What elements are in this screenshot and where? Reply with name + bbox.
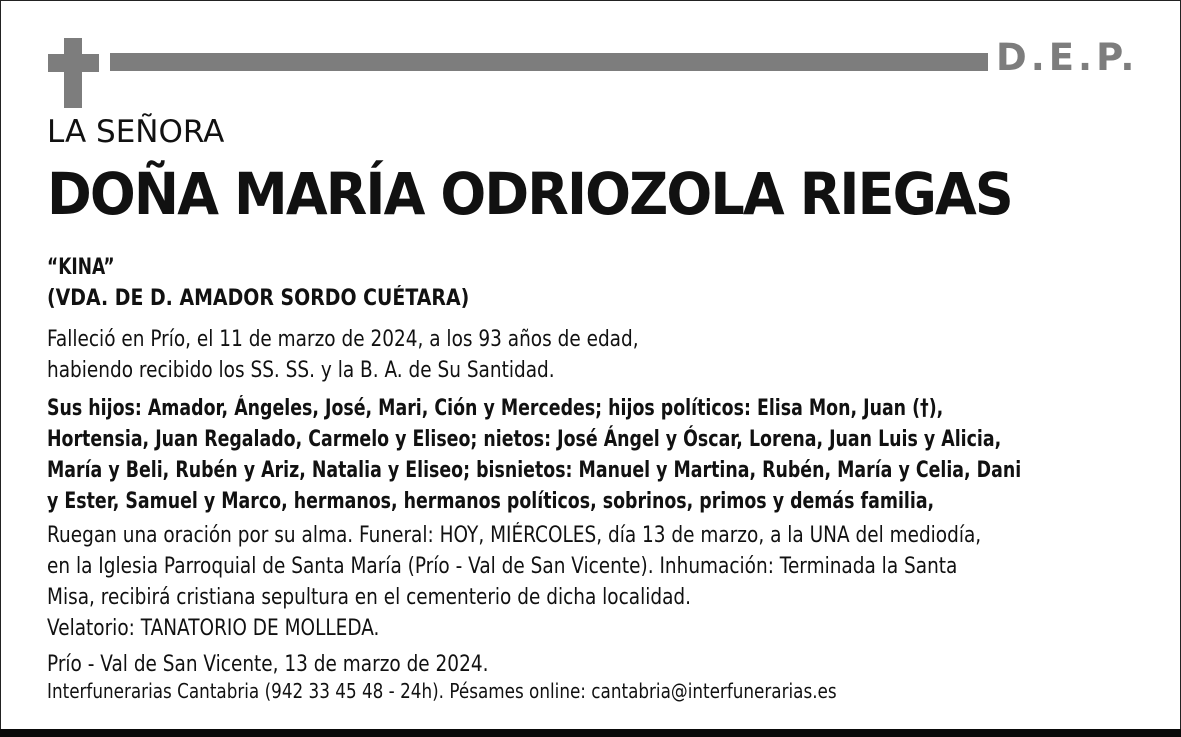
- cross-icon: [64, 38, 82, 108]
- death-line: habiendo recibido los SS. SS. y la B. A. de Su Santidad.: [47, 358, 555, 383]
- funeral-line: en la Iglesia Parroquial de Santa María (Prío - Val de San Vicente). Inhumación: Terminada la Santa: [47, 554, 958, 579]
- funeral-home-contact: Interfunerarias Cantabria (942 33 45 48 - 24h). Pésames online: cantabria@interfunerarias.es: [47, 679, 837, 703]
- heading: LA SEÑORA: [47, 114, 225, 150]
- dep-label: D.E.P.: [996, 36, 1139, 79]
- bottom-rule: [0, 729, 1181, 737]
- funeral-details: [47, 520, 981, 644]
- family-line: Hortensia, Juan Regalado, Carmelo y Eliseo; nietos: José Ángel y Óscar, Lorena, Juan Luis y Alicia,: [47, 427, 1002, 452]
- header-rule: [110, 53, 988, 71]
- deceased-name: DOÑA MARÍA ODRIOZOLA RIEGAS: [47, 160, 1012, 228]
- place-date: Prío - Val de San Vicente, 13 de marzo de 2024.: [47, 652, 489, 677]
- family-line: María y Beli, Rubén y Ariz, Natalia y Eliseo; bisnietos: Manuel y Martina, Rubén, María y Celia, Dani: [47, 458, 1022, 483]
- death-line: Falleció en Prío, el 11 de marzo de 2024, a los 93 años de edad,: [47, 327, 639, 352]
- family-line: Sus hijos: Amador, Ángeles, José, Mari, Ción y Mercedes; hijos políticos: Elisa Mon, Juan (†),: [47, 396, 944, 421]
- widow-of: (VDA. DE D. AMADOR SORDO CUÉTARA): [47, 286, 470, 311]
- nickname: “KINA”: [47, 255, 115, 280]
- family-list: [47, 393, 1021, 517]
- cross-icon-bar: [48, 54, 99, 72]
- funeral-line: Misa, recibirá cristiana sepultura en el cementerio de dicha localidad.: [47, 585, 692, 610]
- family-line: y Ester, Samuel y Marco, hermanos, hermanos políticos, sobrinos, primos y demás familia,: [47, 489, 935, 514]
- funeral-line: Ruegan una oración por su alma. Funeral: HOY, MIÉRCOLES, día 13 de marzo, a la UNA del mediodía,: [47, 523, 982, 548]
- death-notice: [47, 324, 639, 386]
- funeral-line: Velatorio: TANATORIO DE MOLLEDA.: [47, 616, 380, 641]
